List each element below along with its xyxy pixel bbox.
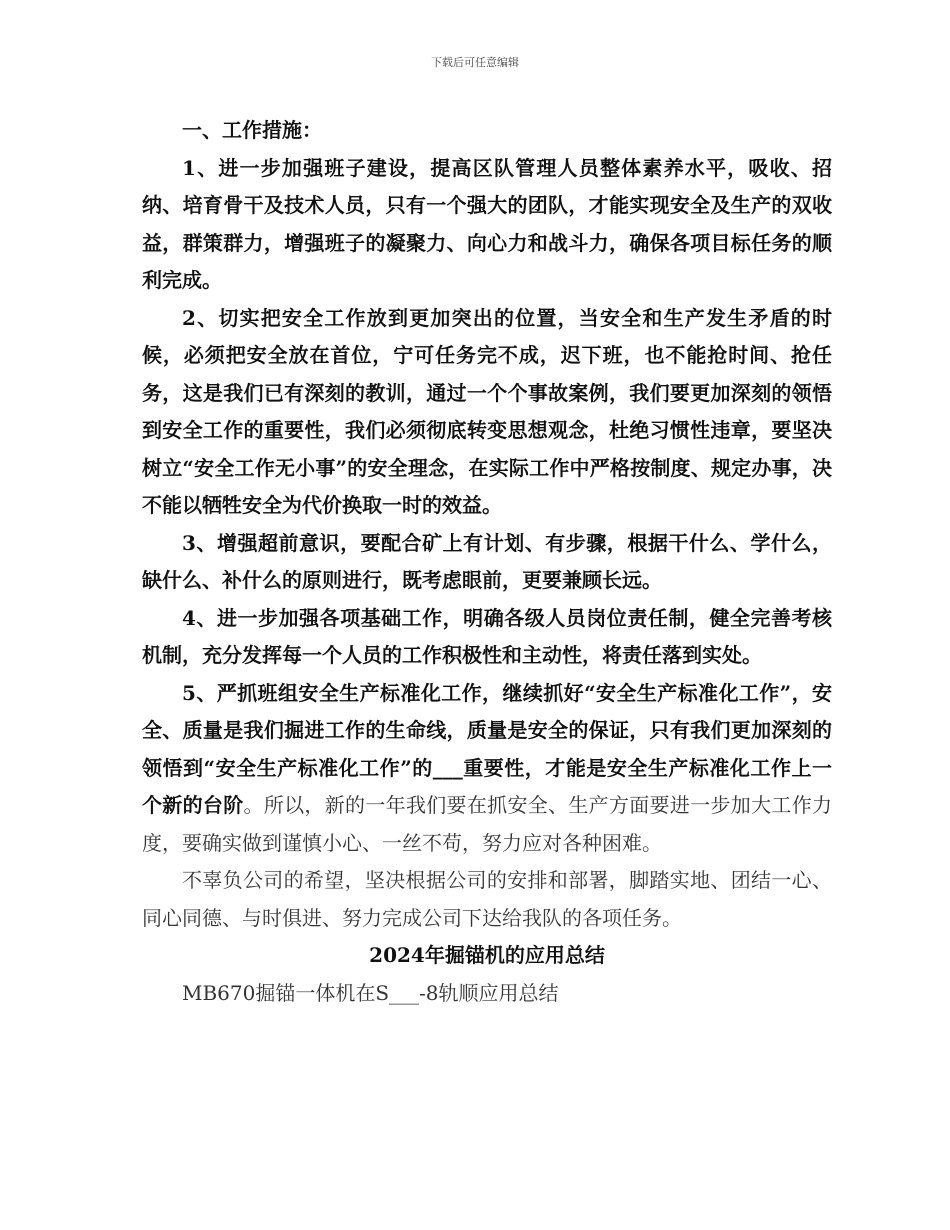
next-section-subtitle: MB670掘锚一体机在S___-8轨顺应用总结 [182, 980, 559, 1005]
document-body [142, 112, 832, 1012]
measure-paragraph-2: 2、切实把安全工作放到更加突出的位置，当安全和生产发生矛盾的时候，必须把安全放在首位，宁可任务完不成，迟下班，也不能抢时间、抢任务，这是我们已有深刻的教训，通过一个个事故案例，我们要更加深刻的领悟到安全工作的重要性，我们必须彻底转变思想观念，杜绝习惯性违章，要坚决树立“安全工作无小事”的安全理念，在实际工作中严格按制度、规定办事，决不能以牺牲安全为代价换取一时的效益。 [142, 305, 832, 517]
measure-paragraph-4: 4、进一步加强各项基础工作，明确各级人员岗位责任制，健全完善考核机制，充分发挥每一个人员的工作积极性和主动性，将责任落到实处。 [142, 605, 832, 667]
measure-paragraph-3: 3、增强超前意识，要配合矿上有计划、有步骤，根据干什么、学什么，缺什么、补什么的原则进行，既考虑眼前，更要兼顾长远。 [142, 530, 832, 592]
closing-paragraph: 不辜负公司的希望，坚决根据公司的安排和部署，脚踏实地、团结一心、同心同德、与时俱进、努力完成公司下达给我队的各项任务。 [142, 868, 832, 930]
measure-paragraph-1: 1、进一步加强班子建设，提高区队管理人员整体素养水平，吸收、招纳、培育骨干及技术人员，只有一个强大的团队，才能实现安全及生产的双收益，群策群力，增强班子的凝聚力、向心力和战斗力，确保各项目标任务的顺利完成。 [142, 155, 832, 292]
section-title: 一、工作措施： [182, 118, 322, 142]
page-header-note: 下载后可任意编辑 [431, 56, 519, 69]
next-section-title: 2024年掘锚机的应用总结 [369, 943, 605, 967]
measure-paragraph-5-bold: 5、严抓班组安全生产标准化工作，继续抓好“安全生产标准化工作”，安全、质量是我们掘进工作的生命线，质量是安全的保证，只有我们更加深刻的领悟到“安全生产标准化工作”的___重要性，才能是安全生产标准化工作上一个新的台阶 [142, 680, 832, 817]
measure-paragraph-5 [142, 675, 832, 863]
measure-paragraph-5-normal: 。所以，新的一年我们要在抓安全、生产方面要进一步加大工作力度，要确实做到谨慎小心、一丝不苟，努力应对各种困难。 [142, 793, 833, 855]
